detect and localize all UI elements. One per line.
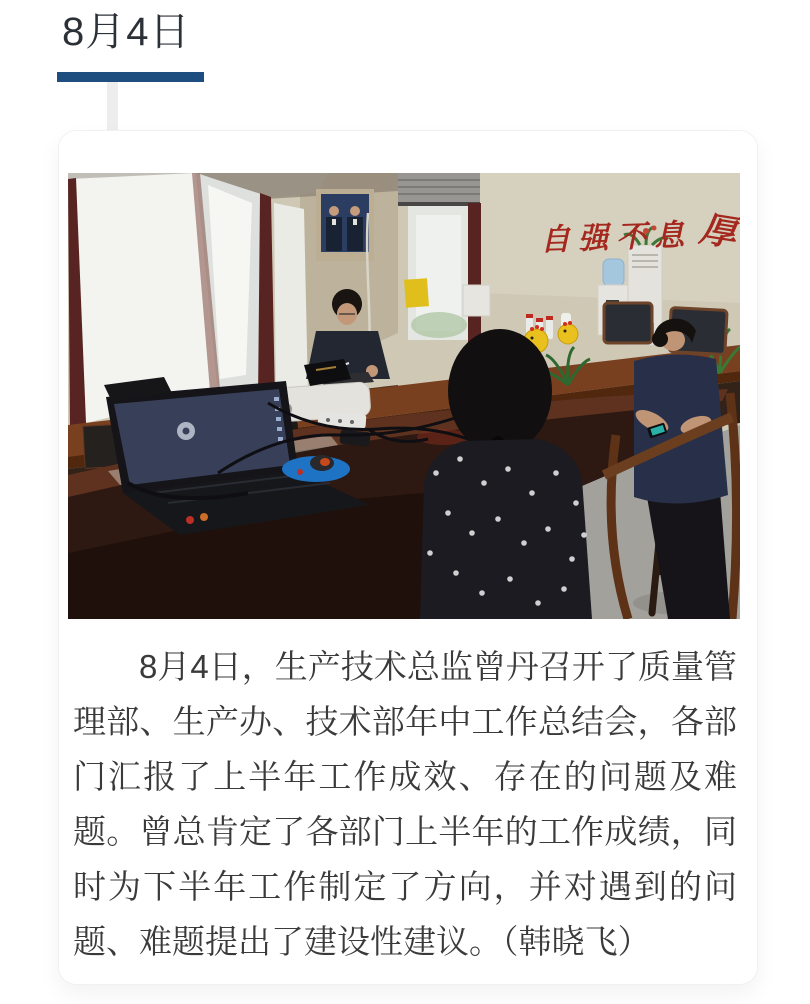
meeting-photo[interactable] [68, 173, 740, 619]
timeline-connector [107, 77, 118, 131]
article-line: 门汇报了上半年工作成效、存在的问题及难 [73, 758, 737, 795]
article-line: 理部、生产办、技术部年中工作总结会，各部 [73, 703, 737, 740]
article-line: 时为下半年工作制定了方向，并对遇到的问 [73, 868, 737, 905]
article-line: 题。曾总肯定了各部门上半年的工作成绩，同 [73, 813, 737, 850]
calligraphy-main-text: 自强不息 [539, 218, 693, 258]
date-title: 8月4日 [62, 10, 191, 54]
content-card [58, 130, 758, 985]
title-underline [57, 72, 204, 82]
article-paragraph [73, 639, 737, 969]
calligraphy-right-text: 厚 [696, 207, 740, 255]
article-line: 8月4日，生产技术总监曾丹召开了质量管 [139, 648, 737, 685]
article-line: 题、难题提出了建设性建议。（韩晓飞） [73, 923, 651, 960]
